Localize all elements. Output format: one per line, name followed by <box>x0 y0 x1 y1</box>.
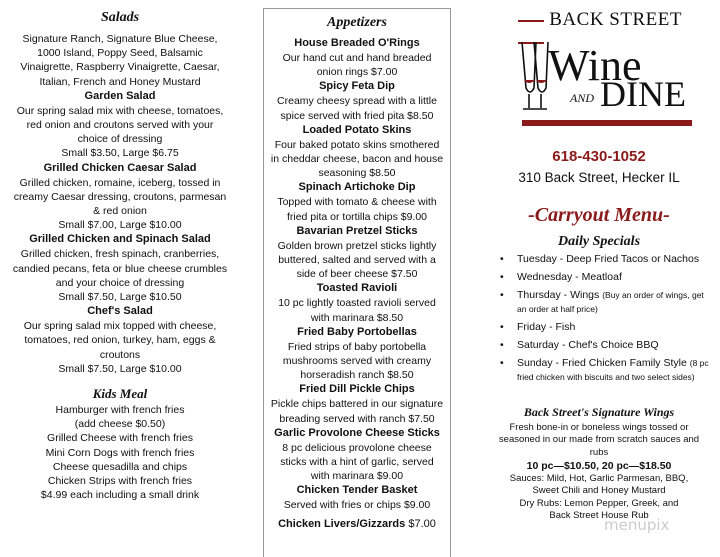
special-text: Wednesday - Meatloaf <box>517 271 622 283</box>
salad-list <box>0 89 240 376</box>
appetizer-item <box>270 224 444 282</box>
appetizer-description: 8 pc delicious provolone cheese sticks with a hint of garlic, served with marinara $9.00 <box>280 441 434 483</box>
salad-price: Small $7.50, Large $10.50 <box>58 291 182 304</box>
appetizer-item <box>270 180 444 223</box>
appetizers-panel <box>263 8 451 557</box>
appetizer-description: Our hand cut and hand breaded onion rings $7.00 <box>282 52 432 79</box>
special-text: Sunday - Fried Chicken Family Style <box>517 357 687 369</box>
logo-wine: Wine <box>548 41 642 90</box>
kids-line: Grilled Cheese with french fries <box>47 432 193 445</box>
special-item <box>500 320 715 334</box>
appetizers-title: Appetizers <box>327 15 387 30</box>
logo-rule-left <box>518 20 544 22</box>
salads-title: Salads <box>100 10 140 25</box>
kids-title: Kids Meal <box>92 386 148 402</box>
wings-rubs: Dry Rubs: Lemon Pepper, Greek, and Back Street House Rub <box>519 497 679 522</box>
salad-item <box>12 232 228 304</box>
salad-item <box>12 89 228 161</box>
appetizer-list <box>264 36 450 513</box>
kids-line: $4.99 each including a small drink <box>40 489 200 502</box>
appetizer-name: Fried Baby Portobellas <box>297 325 417 338</box>
appetizer-name: Loaded Potato Skins <box>302 123 412 136</box>
special-text: Saturday - Chef's Choice BBQ <box>517 339 659 351</box>
salad-item <box>12 304 228 376</box>
salad-price: Small $7.00, Large $10.00 <box>58 219 182 232</box>
kids-line: Chicken Strips with french fries <box>47 475 193 488</box>
appetizer-item <box>270 79 444 122</box>
salad-name: Grilled Chicken and Spinach Salad <box>29 233 211 246</box>
appetizer-description: Creamy cheesy spread with a little spice served with fried pita $8.50 <box>277 95 437 122</box>
appetizer-description: Four baked potato skins smothered in cheddar cheese, bacon and house seasoning $8.50 <box>270 138 444 180</box>
wings-title: Back Street's Signature Wings <box>523 405 675 419</box>
appetizer-description: 10 pc lightly toasted ravioli served with marinara $8.50 <box>278 297 436 324</box>
appetizer-name: Toasted Ravioli <box>316 282 398 295</box>
kids-list <box>0 403 240 502</box>
appetizer-description: Golden brown pretzel sticks lightly buttered, salted and served with a side of beer cheese $7.50 <box>277 239 437 281</box>
logo-and: AND <box>570 91 594 105</box>
special-note: (8 pc fried chicken with biscuits and two select sides) <box>517 358 709 382</box>
wings-info <box>478 422 720 522</box>
appetizer-name: Fried Dill Pickle Chips <box>299 383 415 396</box>
special-item <box>500 288 715 316</box>
appetizer-item <box>270 382 444 425</box>
watermark: menupix <box>604 516 670 534</box>
salad-description: Our spring salad mix with cheese, tomatoes, red onion and croutons served with your choice of dressing <box>16 104 224 146</box>
salads-column <box>0 0 240 502</box>
salad-price: Small $3.50, Large $6.75 <box>61 147 179 160</box>
appetizer-name: House Breaded O'Rings <box>294 37 420 49</box>
appetizer-name: Bavarian Pretzel Sticks <box>296 224 418 237</box>
carryout-heading: -Carryout Menu- <box>528 204 670 226</box>
appetizer-item <box>270 483 444 512</box>
special-text: Thursday - Wings <box>517 289 600 301</box>
daily-specials-list <box>500 252 715 388</box>
appetizer-description: Fried strips of baby portobella mushrooms served with creamy horseradish ranch $8.50 <box>282 340 432 382</box>
appetizer-item <box>270 123 444 181</box>
phone-number[interactable]: 618-430-1052 <box>552 148 646 165</box>
salad-description: Our spring salad mix topped with cheese, tomatoes, red onion, turkey, ham, eggs & croutons <box>23 320 217 361</box>
kids-line: Mini Corn Dogs with french fries <box>45 446 195 459</box>
appetizer-name: Chicken Tender Basket <box>296 484 418 497</box>
appetizer-name: Spicy Feta Dip <box>319 80 395 93</box>
salad-description: Grilled chicken, romaine, iceberg, tossed in creamy Caesar dressing, croutons, parmesan & red onion <box>13 176 227 218</box>
salad-name: Grilled Chicken Caesar Salad <box>43 161 197 174</box>
address: 310 Back Street, Hecker IL <box>518 170 680 185</box>
appetizer-item <box>270 325 444 383</box>
logo-underline-bar <box>522 120 692 126</box>
logo-back-street: BACK STREET <box>549 9 682 30</box>
salad-price: Small $7.50, Large $10.00 <box>58 362 182 375</box>
salad-name: Garden Salad <box>84 89 156 102</box>
kids-line: Cheese quesadilla and chips <box>52 460 188 473</box>
appetizer-item <box>270 281 444 324</box>
special-item <box>500 356 715 384</box>
salad-description: Grilled chicken, fresh spinach, cranberries, candied pecans, feta or blue cheese crumbles and your choice of dressing <box>12 248 228 289</box>
appetizer-last <box>264 517 450 532</box>
special-text: Friday - Fish <box>517 321 576 333</box>
appetizer-name: Spinach Artichoke Dip <box>298 181 416 194</box>
wings-sauces: Sauces: Mild, Hot, Garlic Parmesan, BBQ, Sweet Chili and Honey Mustard <box>509 473 689 497</box>
wings-description: Fresh bone-in or boneless wings tossed or seasoned in our made from scratch sauces and rubs <box>498 422 700 458</box>
appetizer-description: Served with fries or chips $9.00 <box>283 499 431 512</box>
special-item <box>500 338 715 352</box>
logo-dine: DINE <box>600 74 686 114</box>
special-text: Tuesday - Deep Fried Tacos or Nachos <box>517 253 700 265</box>
appetizer-item <box>270 36 444 79</box>
special-note: (Buy an order of wings, get an order at half price) <box>517 290 704 314</box>
appetizer-name: Garlic Provolone Cheese Sticks <box>274 426 440 439</box>
kids-line: (add cheese $0.50) <box>74 418 166 431</box>
appetizer-item <box>270 426 444 484</box>
appetizer-description: Pickle chips battered in our signature breading served with ranch $7.50 <box>270 398 444 425</box>
dressings-list: Signature Ranch, Signature Blue Cheese, 1000 Island, Poppy Seed, Balsamic Vinaigrette, Raspberry Vinaigrette, Caesar, Italian, French and Honey Mustard <box>20 33 220 88</box>
salad-name: Chef's Salad <box>87 305 153 318</box>
wine-and-dine-logo <box>520 36 695 116</box>
special-item <box>500 270 715 284</box>
wine-glasses-icon <box>522 42 548 109</box>
kids-line: Hamburger with french fries <box>55 404 185 417</box>
appetizer-last-name: Chicken Livers/Gizzards <box>278 517 406 530</box>
daily-specials-title: Daily Specials <box>557 234 641 249</box>
appetizer-last-price: $7.00 <box>408 517 436 530</box>
wings-prices: 10 pc—$10.50, 20 pc—$18.50 <box>526 459 672 472</box>
salad-item <box>12 161 228 233</box>
special-item <box>500 252 715 266</box>
appetizer-description: Topped with tomato & cheese with fried pita or tortilla chips $9.00 <box>277 196 437 223</box>
